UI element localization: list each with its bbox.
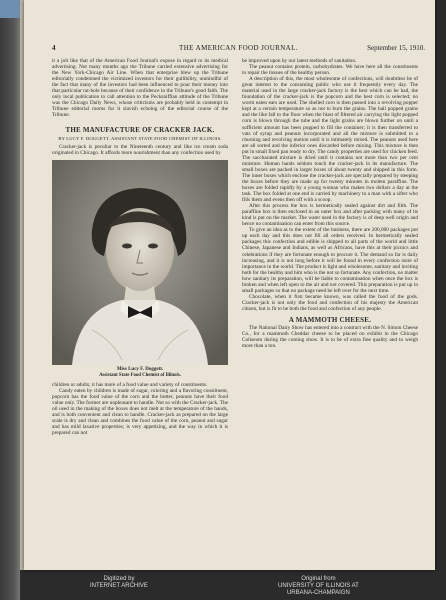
article-paragraph: To give an idea as to the extent of the business, there are 200,000 packages put up each day and this does not fill all orders received. In hermetically sealed packages this confection and edible is shipped to all parts of the world and little Chinese, Japanese and Indians, as well as Africans, have this at their picnics and celebrations if they are fortunate enough to procure it. The demand so far is daily increasing, and it is not long before it will be found in every confection store of importance in the world. The product is light and wholesome, sanitary and inviting both for the healthy and him who is the not so fortunate. Any confection, no matter how sanitary its preparation, will be liable to contamination when once the box is broken and when left open to the air and not covered. This preparation is put up in small packages so that no package need be left over for the next time.	[242, 227, 418, 294]
book-spine	[0, 0, 20, 600]
scan-footer	[0, 570, 446, 600]
original-from	[278, 576, 359, 597]
left-column	[52, 58, 228, 437]
article-paragraph: After this process the box is hermetically sealed against dirt and filth. The paraffine box is then enclosed in an outer box and after packing with many of its kind is put on the market. The water used in the factory is of deep well origin and hence no contamination can enter from this source.	[242, 203, 418, 228]
intro-paragraph: it a jolt like that of the American Food Journal's expose in regard to its medical advertising. Not many months ago the Tribune carried extensive advertising for the New York-Chicago Air Line. When that enterprise blew up the Tribune editorially condemned the victimized investors for their gullibility, unmindful of the fact that many of the investors had been influenced to pour their money into that particular rat-hole because of their confidence in the Tribune's good faith. The only local publication to call attention to the Pecksniffian attitude of the Tribune was the Chicago Daily News, whose criticisms are probably held in contempt in Tribune editorial rooms for it slavish echoing of the editorial course of the Tribune.	[52, 58, 228, 119]
photo-caption-name: Miss Lucy F. Doggett.	[116, 367, 164, 373]
institution-line-1: UNIVERSITY OF ILLINOIS AT	[278, 583, 359, 589]
article-paragraph: Candy eaten by children is made of sugar, coloring and a flavoring constituent, popcorn has the food value of the corn and the butter, peanuts have their food value only. The former are unpleasant to handle. Not so with the Cracker-jack. The oil used in the making of the boxes does not melt at the temperature of the hands, and is both convenient and clean to handle. Cracker-jack as prepared on the large scale is dry and clean and combines the food value of the corn, peanut and sugar and has mild laxative properties; is very appetizing, and the way in which it is prepared can not	[52, 388, 228, 437]
digitizer-name: INTERNET ARCHIVE	[90, 583, 148, 589]
article-paragraph: be improved upon by our latest methods of sanitation.	[242, 58, 357, 64]
issue-date: September 15, 1910.	[367, 44, 425, 52]
article-paragraph: The peanut contains protein, carbohydrates. We have here all the constituents to repair the tissues of the healthy person.	[242, 64, 418, 77]
page-number: 4	[52, 44, 56, 52]
journal-title: THE AMERICAN FOOD JOURNAL.	[179, 44, 298, 52]
journal-page	[24, 0, 435, 570]
article-paragraph: children or adults; it has more of a food value and variety of constituents.	[52, 382, 208, 389]
digitized-label: Digitized by	[103, 576, 135, 582]
original-label: Original from	[301, 576, 336, 582]
page-header	[52, 44, 425, 54]
photo-caption-title: Assistant State Food Chemist of Illinois.	[99, 373, 181, 379]
article2-title: A MAMMOTH CHEESE.	[288, 315, 372, 324]
article-paragraph: Chocolate, when it first became known, was called the food of the gods. Cracker-jack is not only the food and confection of his majesty the American citizen, but is fit to be both the food and confection of any people.	[242, 293, 418, 312]
institution-line-2: URBANA-CHAMPAIGN	[286, 590, 350, 596]
article-paragraph: Cracker-jack is peculiar to the Nineteenth century and like ice cream soda originated in Chicago. It affords more nourishment than any confection used by	[52, 143, 228, 156]
portrait-image	[52, 160, 228, 365]
article-title: THE MANUFACTURE OF CRACKER JACK.	[65, 126, 215, 135]
article-paragraph: A description of this, the most wholesome of confections, will doubtless be of great interest to the consuming public who use it frequently every day. The material used in the large cracker-jack factory is the best which can be had, the foundation of the cracker-jack is the popcorn and the best corn is selected; no worm eaten ears are used. The shelled corn is then passed into a revolving popper kept at a certain temperature so as not to burn the grains. The ball popped grains and the like fall to the floor when the blast of filtered air carrying the light popped corn is blown through the tube and the light grains are blown further on until a sufficient amount has been popped to fill the container; it is then transferred to vats of syrup and peanuts incorporated and all the mixture is submitted to a churning and revolving motion until it is intimately mixed. The peanuts used here are all sorted and the inferior ones discarded before mixing. This mixture is then put in small fixed pan ready to dry. The candy properties are used for chicken feed. The saccharated mixture is dried until it contains not more than two per cent moisture. Human hands seldom touch the cracker-jack in its manufacture. The small boxes are packed in larger boxes of about twenty and shipped in this form. The inner boxes which enclose the cracker-jack are specially prepared by steeping the boxes before they are made up for twenty minutes in molten paraffine. The boxes are folded rapidly by a young woman who makes two dollars a day at the task. The box folded at one end is carried by machinery to a man with a sifter who fills them and evens then off with a scoop.	[242, 76, 418, 204]
article-byline: BY LUCY F. DOGGETT, ASSISTANT STATE FOOD CHEMIST OF ILLINOIS.	[58, 135, 222, 141]
portrait-photo	[52, 160, 228, 365]
digitized-by	[90, 576, 148, 590]
right-column	[242, 58, 418, 349]
article2-body: The National Dairy Show has entered into a contract with the N. Simon Cheese Co., for a mammoth Cheddar cheese to be placed on exhibit in the Chicago Coliseum during the coming show. It is to be of extra fine quality and to weigh more than a ton.	[242, 325, 418, 350]
